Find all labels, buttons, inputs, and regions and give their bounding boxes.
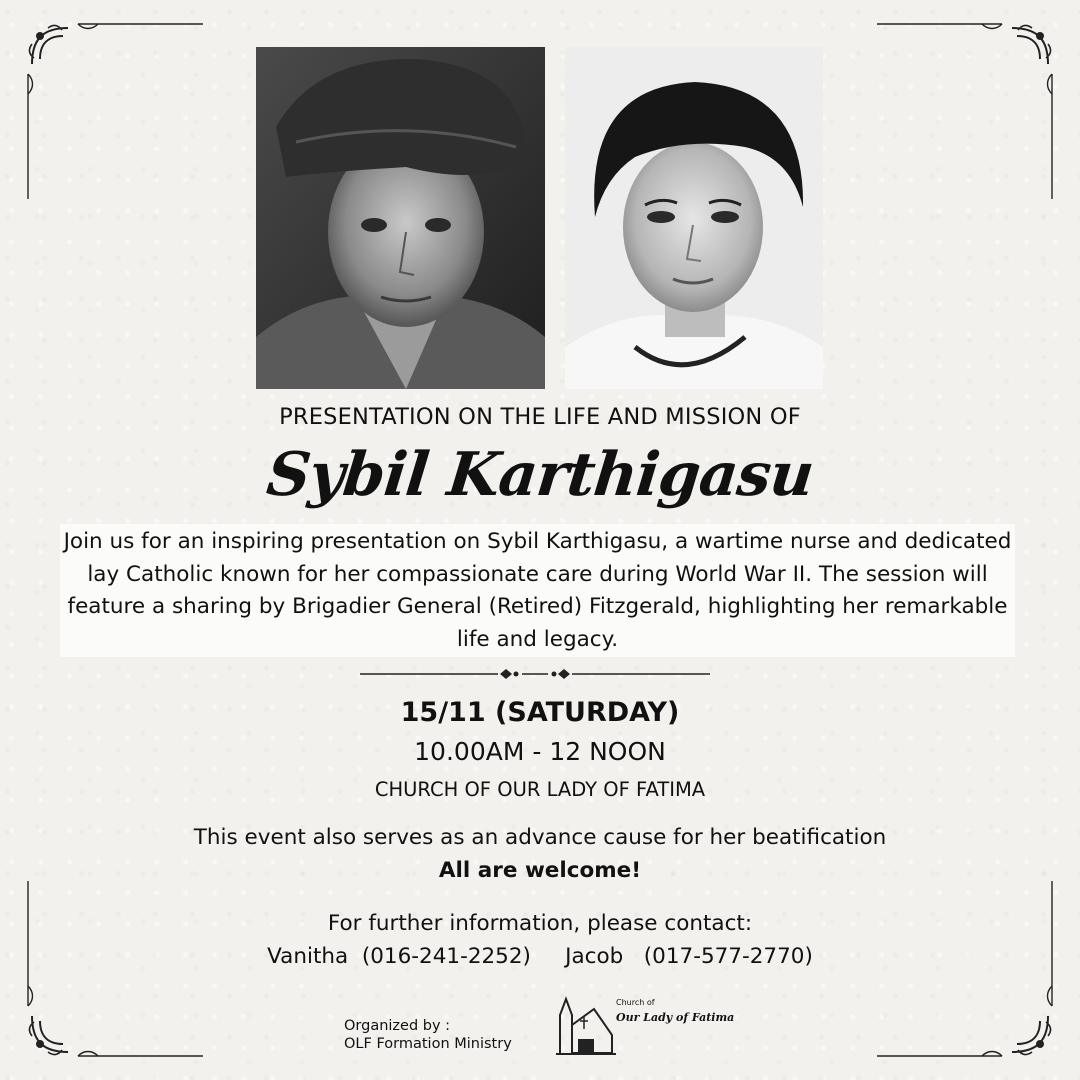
church-logo-icon	[556, 995, 616, 1057]
event-time: 10.00AM - 12 NOON	[414, 737, 666, 766]
welcome-message: All are welcome!	[438, 858, 642, 883]
corner-ornament-bottom-right-icon	[872, 876, 1062, 1066]
corner-ornament-top-left-icon	[18, 14, 208, 204]
presentation-subtitle: PRESENTATION ON THE LIFE AND MISSION OF	[279, 404, 801, 430]
contact-phone-vanitha[interactable]: (016-241-2252)	[361, 944, 531, 969]
organizer-name: OLF Formation Ministry	[344, 1036, 512, 1052]
contact-phone-jacob[interactable]: (017-577-2770)	[643, 944, 813, 969]
beatification-note: This event also serves as an advance cause for her beatification	[193, 825, 887, 850]
corner-ornament-top-right-icon	[872, 14, 1062, 204]
event-description: Join us for an inspiring presentation on Sybil Karthigasu, a wartime nurse and dedicated lay Catholic known for her compassionate care during World War II. The session will feature a sharing by Brigadier General (Retired) Fitzgerald, highlighting her remarkable life and legacy.	[63, 529, 1012, 652]
event-date: 15/11 (SATURDAY)	[400, 697, 680, 728]
portrait-photo-younger	[565, 47, 823, 389]
honoree-name-title: Sybil Karthigasu	[263, 440, 817, 510]
corner-ornament-bottom-left-icon	[18, 876, 208, 1066]
contact-heading: For further information, please contact:	[327, 911, 753, 936]
logo-caption-small: Church of	[616, 998, 655, 1007]
contact-list	[0, 944, 1080, 969]
church-logo	[556, 995, 735, 1057]
contact-name-vanitha: Vanitha	[267, 944, 349, 969]
contact-name-jacob: Jacob	[565, 944, 624, 969]
logo-caption-main: Our Lady of Fatima	[616, 1011, 735, 1024]
portrait-photo-older	[256, 47, 545, 389]
event-venue: CHURCH OF OUR LADY OF FATIMA	[374, 778, 706, 801]
organizer-block	[344, 1017, 512, 1053]
ornamental-divider-icon	[360, 666, 710, 686]
organized-by-label: Organized by :	[344, 1018, 451, 1034]
